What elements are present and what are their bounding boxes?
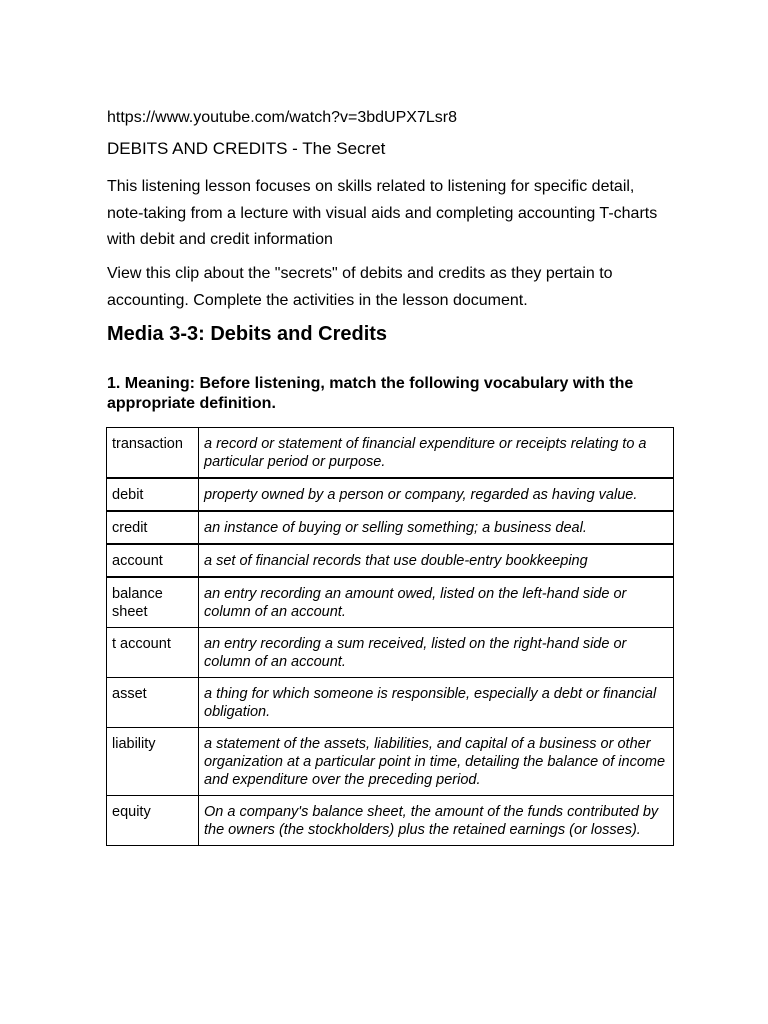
definition-cell: a thing for which someone is responsible, especially a debt or financial obligation. bbox=[199, 678, 674, 728]
intro-paragraph: This listening lesson focuses on skills related to listening for specific detail, note-taking from a lecture with visual aids and completing accounting T-charts with debit and credit information bbox=[107, 178, 658, 248]
term-cell: balance sheet bbox=[107, 577, 199, 628]
term-cell: liability bbox=[107, 728, 199, 796]
table-row bbox=[107, 678, 674, 728]
term-cell: credit bbox=[107, 511, 199, 544]
definition-cell: an instance of buying or selling something; a business deal. bbox=[199, 511, 674, 544]
video-title: DEBITS AND CREDITS - The Secret bbox=[107, 139, 386, 158]
table-row bbox=[107, 728, 674, 796]
table-row bbox=[107, 428, 674, 479]
term-cell: debit bbox=[107, 478, 199, 511]
term-cell: transaction bbox=[107, 428, 199, 479]
view-instructions-paragraph: View this clip about the "secrets" of debits and credits as they pertain to accounting. Complete the activities in the lesson document. bbox=[107, 265, 613, 309]
definition-cell: a record or statement of financial expenditure or receipts relating to a particular period or purpose. bbox=[199, 428, 674, 479]
vocabulary-table bbox=[106, 427, 674, 846]
term-cell: asset bbox=[107, 678, 199, 728]
table-row bbox=[107, 577, 674, 628]
definition-cell: property owned by a person or company, regarded as having value. bbox=[199, 478, 674, 511]
table-row bbox=[107, 796, 674, 846]
activity-instruction: 1. Meaning: Before listening, match the following vocabulary with the appropriate definition. bbox=[107, 375, 634, 412]
definition-cell: an entry recording a sum received, listed on the right-hand side or column of an account. bbox=[199, 628, 674, 678]
table-row bbox=[107, 511, 674, 544]
table-row bbox=[107, 478, 674, 511]
definition-cell: a statement of the assets, liabilities, and capital of a business or other organization at a particular point in time, detailing the balance of income and expenditure over the preceding period. bbox=[199, 728, 674, 796]
section-heading: Media 3-3: Debits and Credits bbox=[107, 323, 388, 345]
table-row bbox=[107, 544, 674, 577]
definition-cell: a set of financial records that use double-entry bookkeeping bbox=[199, 544, 674, 577]
video-url-link[interactable]: https://www.youtube.com/watch?v=3bdUPX7Lsr8 bbox=[107, 109, 457, 126]
definition-cell: an entry recording an amount owed, listed on the left-hand side or column of an account. bbox=[199, 577, 674, 628]
definition-cell: On a company's balance sheet, the amount of the funds contributed by the owners (the stockholders) plus the retained earnings (or losses). bbox=[199, 796, 674, 846]
term-cell: equity bbox=[107, 796, 199, 846]
table-row bbox=[107, 628, 674, 678]
term-cell: account bbox=[107, 544, 199, 577]
term-cell: t account bbox=[107, 628, 199, 678]
